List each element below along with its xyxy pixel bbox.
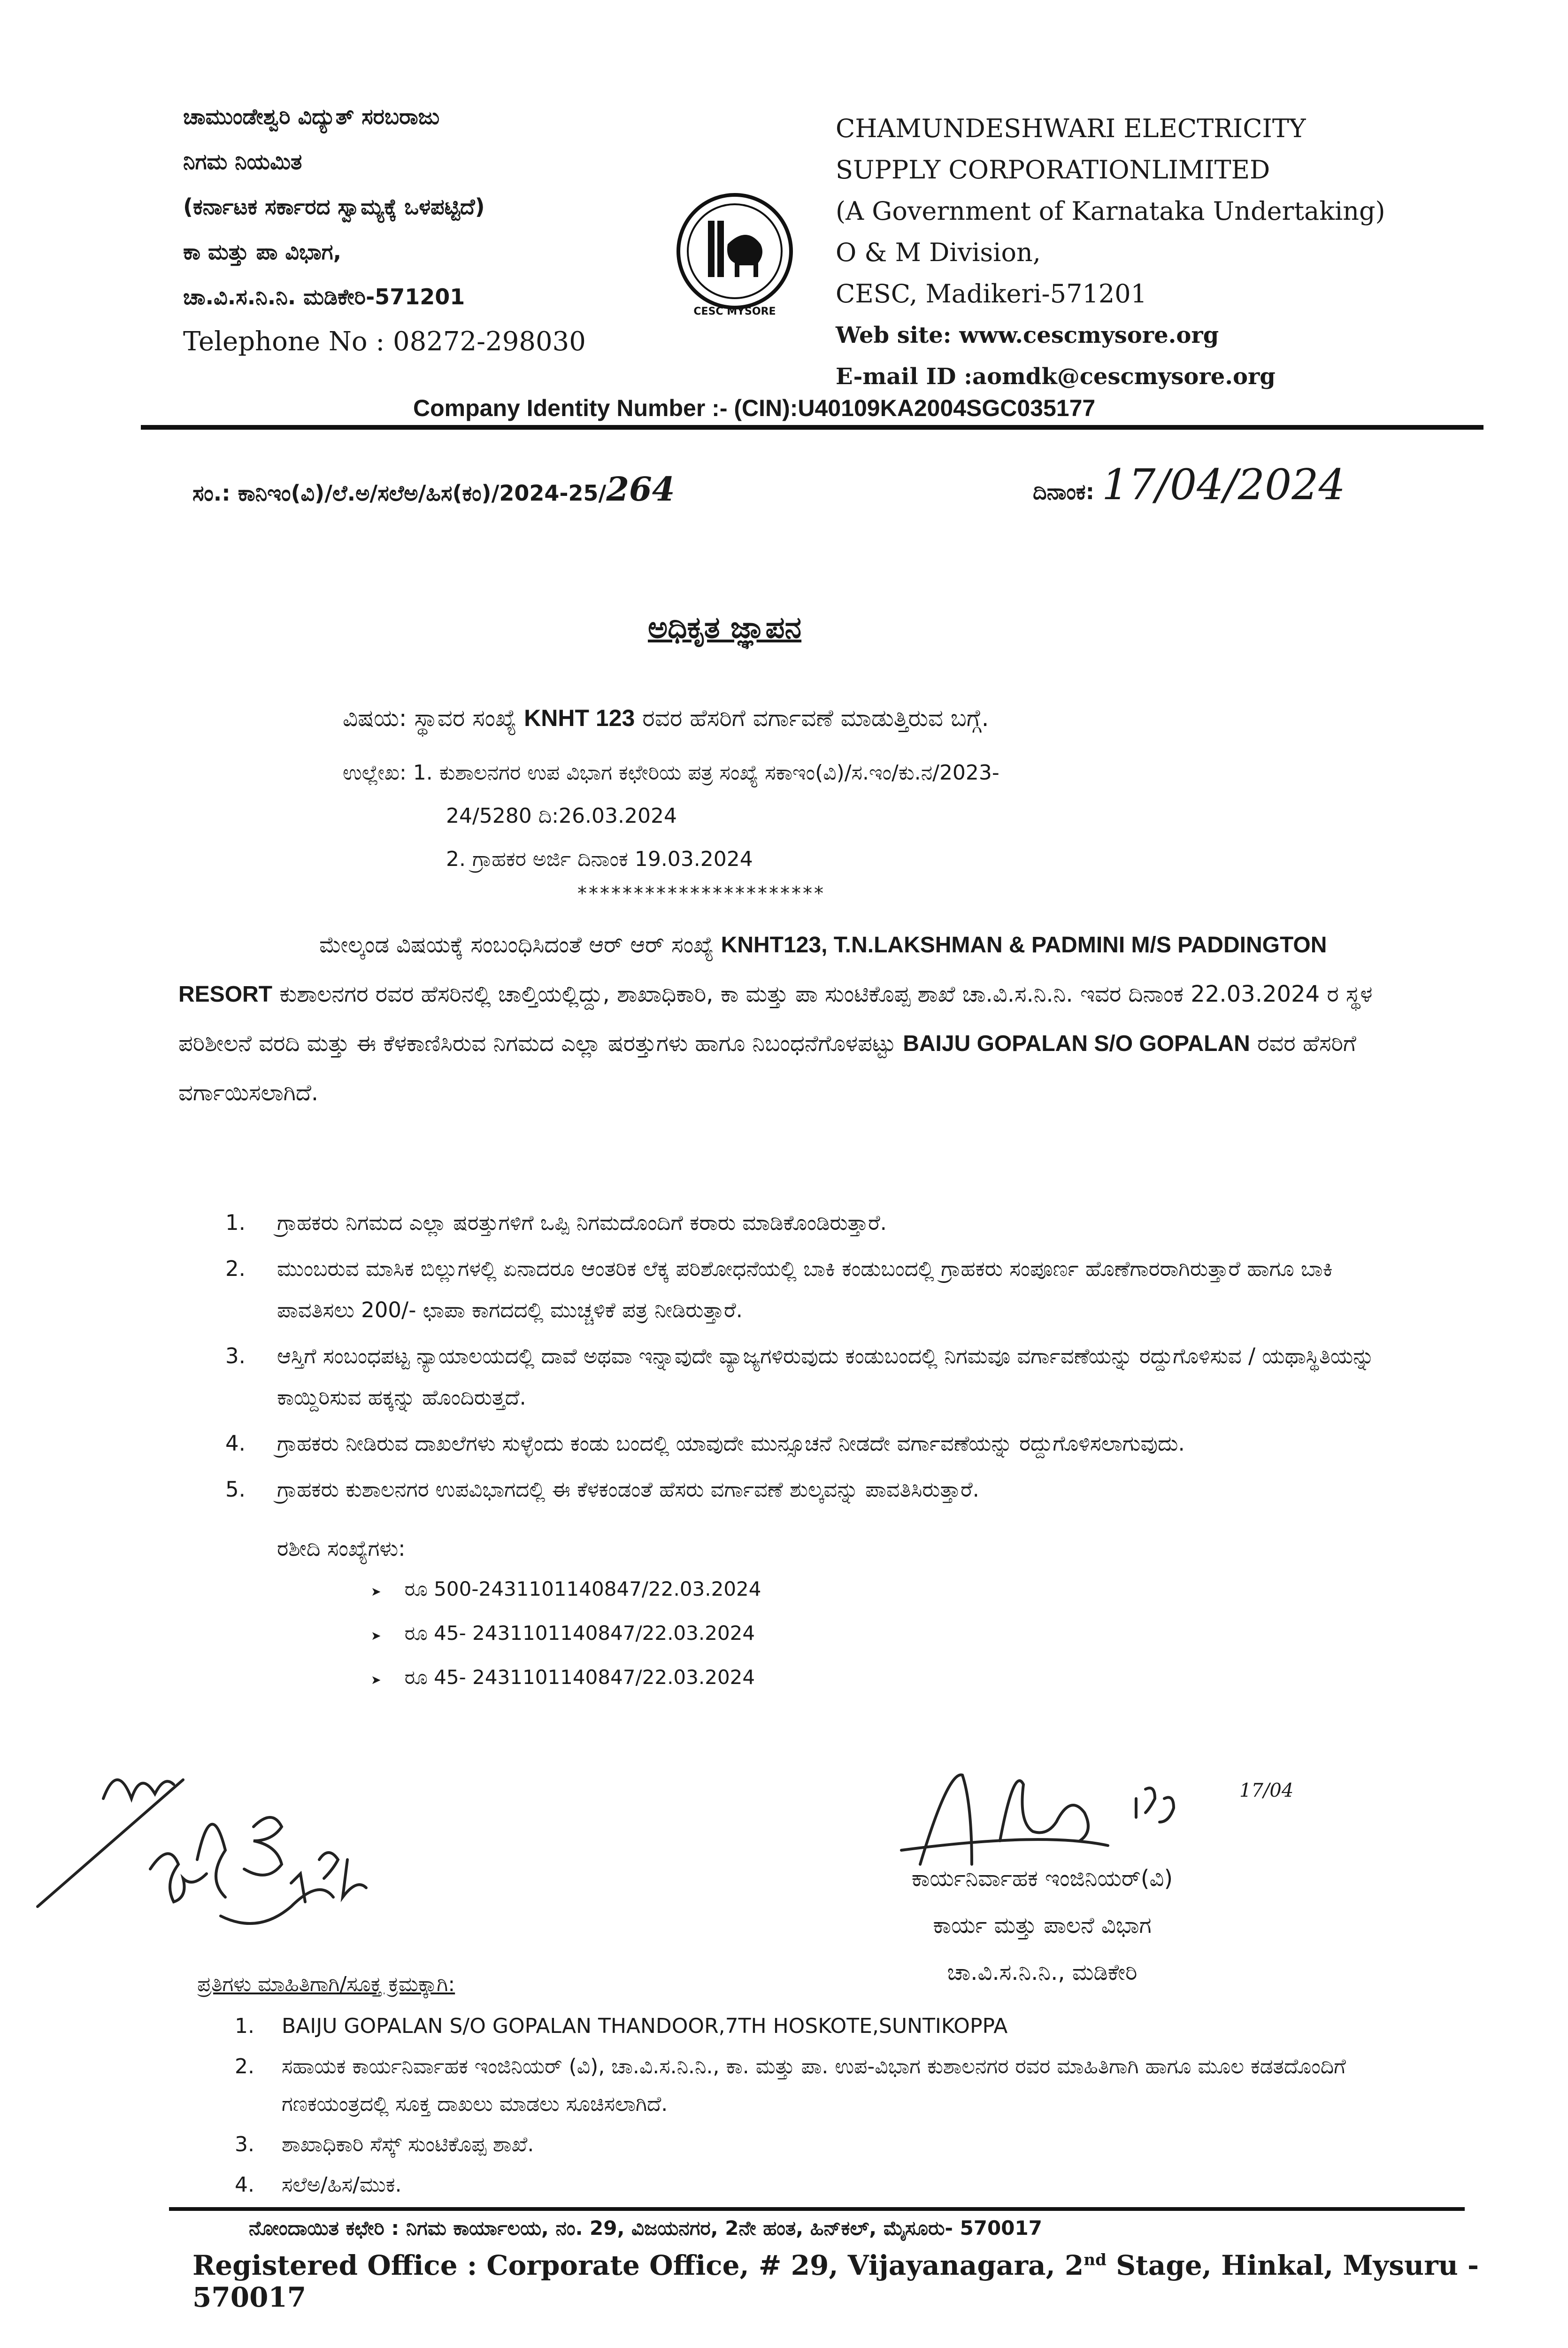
registered-office-text: Registered Office : Corporate Office, # 29, Vijayanagara, 2 [192,2249,1084,2281]
subject-installation-number: KNHT 123 [524,705,635,731]
condition-item [225,1202,1408,1244]
condition-item [225,1469,1408,1510]
document-heading: ಅಧಿಕೃತ ಜ್ಞಾಪನ [648,610,802,645]
copy-item [235,2166,1408,2204]
receipts-list [371,1568,761,1701]
signatory-title: ಕಾರ್ಯನಿರ್ವಾಹಕ ಇಂಜಿನಿಯರ್(ವಿ) [911,1865,1173,1892]
subject-line [343,704,989,732]
svg-text:CESC MYSORE: CESC MYSORE [693,306,776,317]
condition-text: ಗ್ರಾಹಕರು ನೀಡಿರುವ ದಾಖಲೆಗಳು ಸುಳ್ಳೆಂದು ಕಂಡು ಬಂದಲ್ಲಿ ಯಾವುದೇ ಮುನ್ಸೂಚನೆ ನೀಡದೇ ವರ್ಗಾವಣೆಯನ್ನು ರದ್ದುಗೊಳಿಸಲಾಗುವುದು. [277,1431,1185,1456]
cesc-logo [667,183,803,319]
email: E-mail ID :aomdk@cescmysore.org [836,363,1276,390]
registered-office-text: Stage, Hinkal, Mysuru - 570017 [192,2249,1479,2313]
condition-number: 4. [225,1431,246,1456]
signatory-block [831,1855,1253,1996]
handwritten-initials [28,1719,507,1944]
letterhead-english [836,108,1385,397]
reference-number [192,470,675,509]
condition-text: ಗ್ರಾಹಕರು ನಿಗಮದ ಎಲ್ಲಾ ಷರತ್ತುಗಳಿಗೆ ಒಪ್ಪಿ ನಿಗಮದೊಂದಿಗೆ ಕರಾರು ಮಾಡಿಕೊಂಡಿರುತ್ತಾರೆ. [277,1210,887,1235]
copies-list [235,2008,1408,2207]
condition-number: 1. [225,1210,246,1235]
reference-number-printed: ಸಂ.: ಕಾನಿಇಂ(ವಿ)/ಲೆ.ಅ/ಸಲೆಅ/ಹಿಸ(ಕಂ)/2024-25/ [192,480,607,506]
footer-rule [169,2207,1465,2211]
receipt-item: ➤ ರೂ 500-2431101140847/22.03.2024 [371,1568,761,1613]
condition-text: ಮುಂಬರುವ ಮಾಸಿಕ ಬಿಲ್ಲುಗಳಲ್ಲಿ ಏನಾದರೂ ಆಂತರಿಕ ಲೆಕ್ಕ ಪರಿಶೋಧನೆಯಲ್ಲಿ ಬಾಕಿ ಕಂಡುಬಂದಲ್ಲಿ ಗ್ರಾಹಕರು ಸಂಪೂರ್ಣ ಹೊಣೆಗಾರರಾಗಿರುತ್ತಾರೆ ಹಾಗೂ ಬಾಕಿ ಪಾವತಿಸಲು 200/- ಛಾಪಾ ಕಾಗದದಲ್ಲಿ ಮುಚ್ಚಳಿಕೆ ಪತ್ರ ನೀಡಿರುತ್ತಾರೆ. [277,1256,1333,1322]
copy-text: ಸಹಾಯಕ ಕಾರ್ಯನಿರ್ವಾಹಕ ಇಂಜಿನಿಯರ್ (ವಿ), ಚಾ.ವಿ.ಸ.ನಿ.ನಿ., ಕಾ. ಮತ್ತು ಪಾ. ಉಪ-ವಿಭಾಗ ಕುಶಾಲನಗರ ರವರ ಮಾಹಿತಿಗಾಗಿ ಹಾಗೂ ಮೂಲ ಕಡತದೊಂದಿಗೆ ಗಣಕಯಂತ್ರದಲ್ಲಿ ಸೂಕ್ತ ದಾಖಲು ಮಾಡಲು ಸೂಚಿಸಲಾಗಿದೆ. [282,2054,1346,2116]
letterhead-en-line: SUPPLY CORPORATIONLIMITED [836,155,1270,185]
subject-text-post: ರವರ ಹೆಸರಿಗೆ ವರ್ಗಾವಣೆ ಮಾಡುತ್ತಿರುವ ಬಗ್ಗೆ. [642,704,989,732]
condition-number: 3. [225,1344,246,1368]
reference-2: 2. ಗ್ರಾಹಕರ ಅರ್ಜಿ ದಿನಾಂಕ 19.03.2024 [446,847,753,871]
website: Web site: www.cescmysore.org [836,322,1219,348]
signature-date-handwritten: 17/04 [1239,1780,1294,1801]
header-rule [141,425,1483,430]
condition-text: ಗ್ರಾಹಕರು ಕುಶಾಲನಗರ ಉಪವಿಭಾಗದಲ್ಲಿ ಈ ಕೆಳಕಂಡಂತೆ ಹೆಸರು ವರ್ಗಾವಣೆ ಶುಲ್ಕವನ್ನು ಪಾವತಿಸಿರುತ್ತಾರೆ. [277,1477,979,1502]
telephone: Telephone No : 08272-298030 [183,326,586,357]
letterhead-kn-line: ಚಾ.ವಿ.ಸ.ನಿ.ನಿ. ಮಡಿಕೇರಿ-571201 [183,284,465,309]
receipt-item: ➤ ರೂ 45- 2431101140847/22.03.2024 [371,1613,761,1657]
receipts-title: ರಶೀದಿ ಸಂಖ್ಯೆಗಳು: [277,1536,406,1561]
subject-text-pre: ಸ್ಥಾವರ ಸಂಖ್ಯೆ [414,704,517,732]
letterhead-kannada [183,94,586,364]
copy-item [235,2048,1408,2123]
signatory-division: ಕಾರ್ಯ ಮತ್ತು ಪಾಲನೆ ವಿಭಾಗ [933,1912,1152,1939]
letterhead-en-line: CHAMUNDESHWARI ELECTRICITY [836,114,1306,143]
reference-number-handwritten: 264 [606,470,675,509]
condition-item [225,1248,1408,1331]
condition-text: ಆಸ್ತಿಗೆ ಸಂಬಂಧಪಟ್ಟ ನ್ಯಾಯಾಲಯದಲ್ಲಿ ದಾವೆ ಅಥವಾ ಇನ್ನಾವುದೇ ವ್ಯಾಜ್ಯಗಳಿರುವುದು ಕಂಡುಬಂದಲ್ಲಿ ನಿಗಮವೂ ವರ್ಗಾವಣೆಯನ್ನು ರದ್ದುಗೊಳಿಸುವ / ಯಥಾಸ್ಥಿತಿಯನ್ನು ಕಾಯ್ದಿರಿಸುವ ಹಕ್ಕನ್ನು ಹೊಂದಿರುತ್ತದೆ. [277,1344,1375,1410]
copy-text: ಸಲೆಅ/ಹಿಸ/ಮುಕ. [282,2173,402,2197]
copy-number: 2. [235,2054,254,2078]
body-text: ರವರ ಹೆಸರಿಗೆ ವರ್ಗಾಯಿಸಲಾಗಿದೆ. [178,1030,1356,1106]
body-text: ಕುಶಾಲನಗರ ರವರ ಹೆಸರಿನಲ್ಲಿ ಚಾಲ್ತಿಯಲ್ಲಿದ್ದು, ಶಾಖಾಧಿಕಾರಿ, ಕಾ ಮತ್ತು ಪಾ ಸುಂಟಿಕೊಪ್ಪ ಶಾಖೆ ಚಾ.ವಿ.ಸ.ನಿ.ನಿ. ಇವರ ದಿನಾಂಕ 22.03.2024 ರ ಸ್ಥಳ ಪರಿಶೀಲನೆ ವರದಿ ಮತ್ತು ಈ ಕೆಳಕಾಣಿಸಿರುವ ನಿಗಮದ ಎಲ್ಲಾ ಷರತ್ತುಗಳು ಹಾಗೂ ನಿಬಂಧನೆಗೊಳಪಟ್ಟು [178,981,1373,1057]
issue-date [1033,460,1345,510]
copy-number: 3. [235,2132,254,2156]
copies-title: ಪ್ರತಿಗಳು ಮಾಹಿತಿಗಾಗಿ/ಸೂಕ್ತ ಕ್ರಮಕ್ಕಾಗಿ: [197,1972,455,1996]
letterhead-en-line: (A Government of Karnataka Undertaking) [836,196,1385,226]
reference-1: 1. ಕುಶಾಲನಗರ ಉಪ ವಿಭಾಗ ಕಛೇರಿಯ ಪತ್ರ ಸಂಖ್ಯೆ ಸಕಾಇಂ(ವಿ)/ಸ.ಇಂ/ಕು.ನ/2023- [413,761,999,785]
letterhead-kn-line: ಚಾಮುಂಡೇಶ್ವರಿ ವಿದ್ಯುತ್ ಸರಬರಾಜು [183,104,440,129]
separator: ********************** [577,883,825,904]
reference-1-cont: 24/5280 ದಿ:26.03.2024 [446,804,677,828]
subject-label: ವಿಷಯ: [343,704,407,732]
date-handwritten: 17/04/2024 [1102,460,1345,510]
condition-item [225,1423,1408,1464]
registered-office-english [192,2249,1568,2313]
registered-office-sup: nd [1084,2250,1107,2270]
copy-item [235,2126,1408,2163]
copy-item [235,2008,1408,2045]
condition-number: 5. [225,1477,246,1502]
copy-number: 1. [235,2014,254,2038]
condition-item [225,1336,1408,1418]
date-label: ದಿನಾಂಕ: [1033,479,1095,504]
letterhead-kn-line: (ಕರ್ನಾಟಕ ಸರ್ಕಾರದ ಸ್ವಾಮ್ಯಕ್ಕೆ ಒಳಪಟ್ಟಿದೆ) [183,194,485,219]
receipt-item: ➤ ರೂ 45- 2431101140847/22.03.2024 [371,1657,761,1701]
body-new-holder: BAIJU GOPALAN S/O GOPALAN [903,1031,1250,1056]
copy-number: 4. [235,2173,254,2197]
letterhead-en-line: CESC, Madikeri-571201 [836,279,1147,309]
references [343,751,999,881]
letterhead-kn-line: ನಿಗಮ ನಿಯಮಿತ [183,149,302,174]
body-paragraph [178,920,1399,1117]
copy-text: ಶಾಖಾಧಿಕಾರಿ ಸೆಸ್ಕ್ ಸುಂಟಿಕೊಪ್ಪ ಶಾಖೆ. [282,2132,534,2156]
conditions-list [225,1202,1408,1515]
body-text: ಮೇಲ್ಕಂಡ ವಿಷಯಕ್ಕೆ ಸಂಬಂಧಿಸಿದಂತೆ ಆರ್ ಆರ್ ಸಂಖ್ಯೆ [319,932,714,958]
registered-office-kannada: ನೋಂದಾಯಿತ ಕಛೇರಿ : ನಿಗಮ ಕಾರ್ಯಾಲಯ, ನಂ. 29, ವಿಜಯನಗರ, 2ನೇ ಹಂತ, ಹಿನ್‌ಕಲ್, ಮೈಸೂರು- 570017 [249,2217,1042,2240]
copy-text: BAIJU GOPALAN S/O GOPALAN THANDOOR,7TH HOSKOTE,SUNTIKOPPA [282,2014,1008,2038]
company-identity-number: Company Identity Number :- (CIN):U40109KA2004SGC035177 [413,395,1096,421]
body-installation-holder: KNHT123, T.N.LAKSHMAN & PADMINI M/S PADDINGTON RESORT [178,933,1327,1007]
letterhead-kn-line: ಕಾ ಮತ್ತು ಪಾ ವಿಭಾಗ, [183,239,342,264]
signatory-office: ಚಾ.ವಿ.ಸ.ನಿ.ನಿ., ಮಡಿಕೇರಿ [947,1959,1138,1985]
condition-number: 2. [225,1256,246,1281]
references-label: ಉಲ್ಲೇಖ: [343,761,407,785]
letterhead-en-line: O & M Division, [836,238,1041,267]
